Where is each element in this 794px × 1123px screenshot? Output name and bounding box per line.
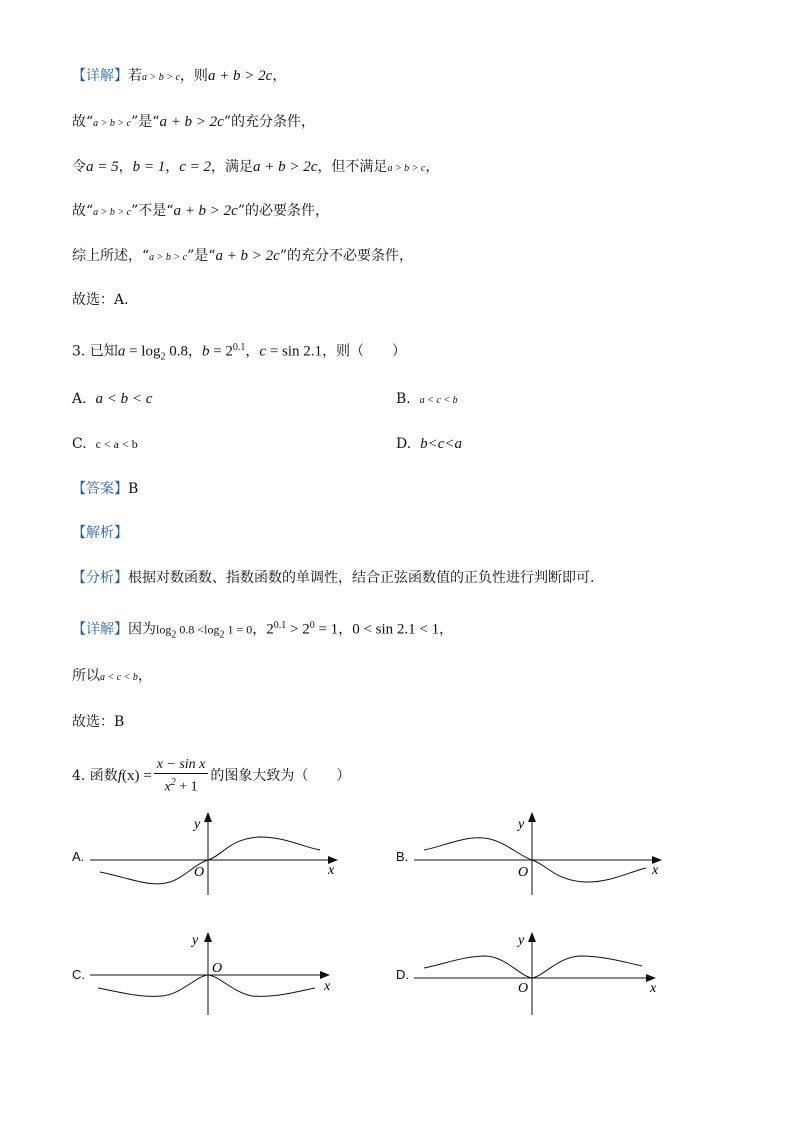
math: a + b > 2c xyxy=(173,203,238,219)
detail-line-3 xyxy=(72,157,439,179)
graph-d xyxy=(414,930,674,1020)
text: 令 xyxy=(72,159,86,175)
text: ”不是“ xyxy=(131,203,174,219)
math: f xyxy=(117,767,122,784)
text: 因为 xyxy=(128,621,156,638)
text: ，则 xyxy=(179,68,208,84)
x-label: x xyxy=(328,863,335,878)
graph-a-label[interactable]: A. xyxy=(72,849,85,864)
text: 根据对数函数、指数函数的单调性，结合正弦函数值的正负性进行判断即可. xyxy=(128,570,595,586)
math: a + b > 2c xyxy=(215,248,280,264)
x-label: x xyxy=(652,863,659,878)
y-label: y xyxy=(518,817,525,832)
x-label: x xyxy=(324,979,331,994)
origin-label: O xyxy=(194,865,205,880)
choose-line-2 xyxy=(72,712,124,732)
text: 的图象大致为（ ） xyxy=(210,767,351,784)
y-arrow xyxy=(528,932,536,942)
text: 若 xyxy=(128,68,142,84)
answer-value: B xyxy=(128,481,139,497)
graph-c xyxy=(90,930,350,1020)
x-label: x xyxy=(650,981,657,996)
math: = 1 xyxy=(314,621,339,638)
math: 2 xyxy=(266,621,274,638)
math-small: a < c < b xyxy=(100,672,138,683)
detail-line-4 xyxy=(72,201,329,223)
detail-line-2 xyxy=(72,112,315,134)
math: a < b < c xyxy=(95,391,153,407)
math: + 1 xyxy=(175,779,198,795)
origin-label: O xyxy=(212,961,223,976)
choose-line-1 xyxy=(72,290,129,310)
math: a + b > 2c xyxy=(253,159,318,175)
superscript: 0.1 xyxy=(232,342,246,353)
text: 综上所述，“ xyxy=(72,248,150,264)
text: 所以 xyxy=(72,668,100,684)
math: > 2 xyxy=(286,621,310,638)
text: ， xyxy=(165,159,180,175)
math: = log xyxy=(125,343,161,360)
math: x xyxy=(164,779,171,795)
text: ， xyxy=(338,621,353,638)
math: log xyxy=(204,622,220,637)
text: ，满足 xyxy=(211,159,254,175)
graph-c-label[interactable]: C. xyxy=(72,967,85,982)
math-small: a < c < b xyxy=(419,395,458,406)
text: ，则（ ） xyxy=(322,343,407,360)
superscript: 2 xyxy=(170,777,176,788)
math: 0.8 xyxy=(165,343,188,360)
text: ”的充分不必要条件， xyxy=(279,248,414,264)
text: ， xyxy=(252,621,267,638)
text: ， xyxy=(272,68,287,84)
origin-label: O xyxy=(518,981,529,996)
graph-b-label[interactable]: B. xyxy=(396,849,409,864)
text: 故“ xyxy=(72,203,94,219)
question-4 xyxy=(72,756,350,796)
analysis-line xyxy=(72,523,128,543)
question-3 xyxy=(72,338,406,367)
option-label: D. xyxy=(396,436,412,452)
question-number: 3. 已知 xyxy=(72,343,118,360)
text: ， xyxy=(245,343,260,360)
y-arrow xyxy=(204,812,212,822)
question-number: 4. 函数 xyxy=(72,767,118,784)
text: ， xyxy=(439,621,454,638)
analysis-bracket: 【解析】 xyxy=(72,525,128,541)
curve xyxy=(98,975,315,996)
fenxi-line xyxy=(72,568,594,588)
fraction xyxy=(154,756,209,796)
answer-bracket: 【答案】 xyxy=(72,481,128,497)
superscript: 0.1 xyxy=(273,620,287,631)
math: log xyxy=(156,622,172,637)
subscript: 2 xyxy=(160,351,166,363)
graph-d-label[interactable]: D. xyxy=(396,967,409,982)
text: ， xyxy=(187,343,202,360)
math: a + b > 2c xyxy=(207,68,273,84)
math: c = 2 xyxy=(179,159,212,175)
graph-b xyxy=(414,810,674,900)
math: b = 1 xyxy=(132,159,166,175)
math: a = 5 xyxy=(86,159,119,175)
text: ， xyxy=(137,668,152,684)
option-b[interactable] xyxy=(396,389,458,411)
text: ”的充分条件， xyxy=(223,114,316,130)
detail-line-1 xyxy=(72,66,286,88)
math: = 2 xyxy=(209,343,233,360)
math: a + b > 2c xyxy=(159,114,224,130)
math: (x) = xyxy=(121,767,152,784)
math: c xyxy=(259,343,267,360)
graph-a xyxy=(90,810,350,900)
math: a xyxy=(117,343,126,360)
text: ”是“ xyxy=(131,114,160,130)
math-small: a > b > c xyxy=(93,118,132,129)
subscript: 2 xyxy=(171,629,177,641)
option-c[interactable] xyxy=(72,434,138,454)
detail-bracket: 【详解】 xyxy=(72,68,128,84)
y-arrow xyxy=(204,932,212,942)
text: ”是“ xyxy=(187,248,216,264)
fenxi-bracket: 【分析】 xyxy=(72,570,128,586)
detail-line-q3 xyxy=(72,616,453,645)
fraction-denominator xyxy=(154,774,209,796)
fraction-numerator: x − sin x xyxy=(154,756,209,774)
math: b<c<a xyxy=(420,436,462,452)
math-small: a > b > c xyxy=(142,72,180,83)
math-small: a > b > c xyxy=(387,163,426,174)
curve xyxy=(424,956,642,978)
option-label: B. xyxy=(396,391,411,407)
option-label: A. xyxy=(72,391,87,407)
math: 0.8 < xyxy=(176,622,205,637)
so-line xyxy=(72,666,152,688)
option-a[interactable] xyxy=(72,389,152,409)
text: 故选：B xyxy=(72,714,125,730)
option-d[interactable] xyxy=(396,434,462,454)
answer-line xyxy=(72,479,138,499)
text: ，但不满足 xyxy=(317,159,388,175)
detail-line-5 xyxy=(72,246,413,268)
superscript: 0 xyxy=(309,620,315,631)
origin-label: O xyxy=(518,865,529,880)
y-label: y xyxy=(192,933,199,948)
x-arrow xyxy=(320,971,330,979)
math: 0 < sin 2.1 < 1 xyxy=(352,621,440,638)
y-arrow xyxy=(528,812,536,822)
text: ， xyxy=(425,159,440,175)
math: c < a < b xyxy=(95,437,138,451)
detail-bracket: 【详解】 xyxy=(72,621,128,638)
text: 故选：A. xyxy=(72,292,129,308)
math-small: a > b > c xyxy=(93,207,132,218)
text: ， xyxy=(118,159,133,175)
text: 故“ xyxy=(72,114,94,130)
math: 1 = 0 xyxy=(224,622,253,637)
math: = sin 2.1 xyxy=(266,343,323,360)
math-small: a > b > c xyxy=(149,252,188,263)
math: b xyxy=(201,343,210,360)
text: ”的必要条件， xyxy=(237,203,330,219)
subscript: 2 xyxy=(219,629,225,641)
y-label: y xyxy=(194,817,201,832)
y-label: y xyxy=(518,933,525,948)
option-label: C. xyxy=(72,436,87,452)
